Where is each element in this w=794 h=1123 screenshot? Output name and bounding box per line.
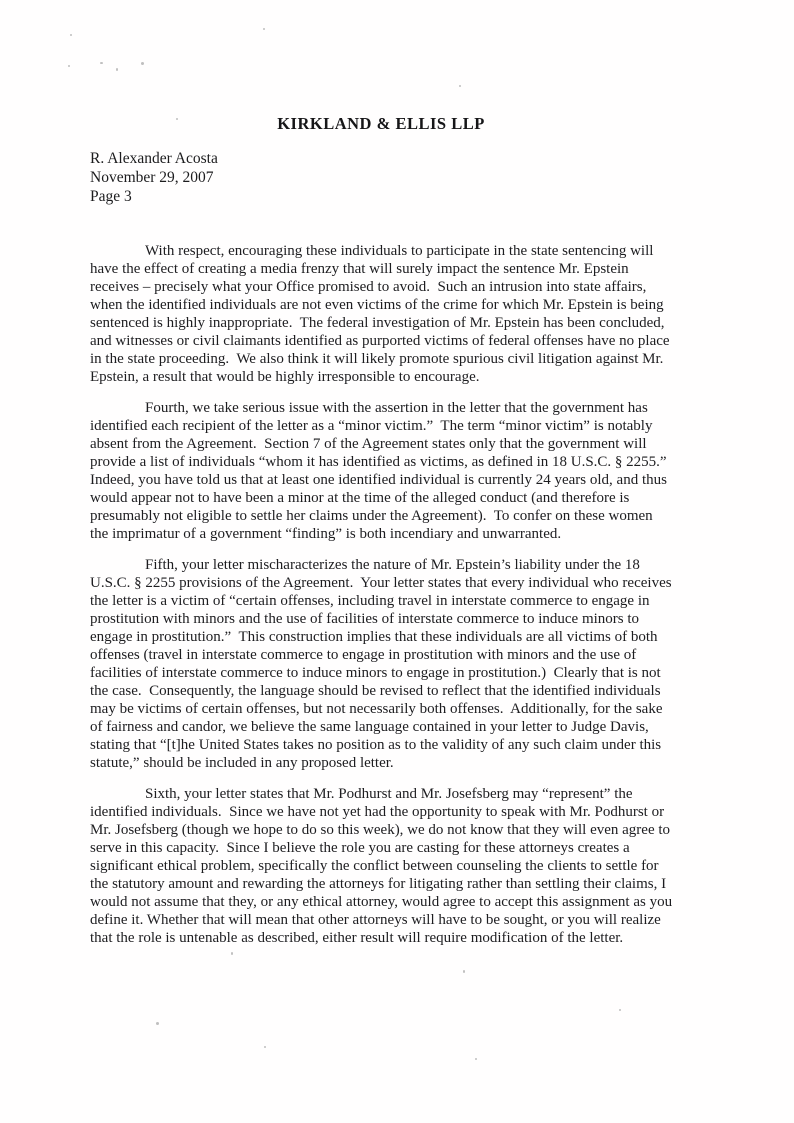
- text-line: Epstein, a result that would be highly irresponsible to encourage.: [90, 369, 480, 385]
- scan-speck: [70, 34, 72, 36]
- text-line: stating that “[t]he United States takes no position as to the validity of any such claim under this: [90, 737, 662, 753]
- scan-speck: [116, 68, 118, 71]
- text-line: serve in this capacity. Since I believe the role you are casting for these attorneys creates a: [90, 840, 630, 856]
- text-line: the statutory amount and rewarding the attorneys for litigating rather than settling their claims, I: [90, 876, 667, 892]
- scan-speck: [263, 28, 265, 30]
- text-line: of fairness and candor, we believe the same language contained in your letter to Judge Davis,: [90, 719, 649, 735]
- text-line: identified each recipient of the letter as a “minor victim.” The term “minor victim” is notably: [90, 418, 653, 434]
- text-line: offenses (travel in interstate commerce to engage in prostitution with minors and the use of: [90, 647, 637, 663]
- scan-speck: [176, 118, 178, 120]
- text-line: Indeed, you have told us that at least one identified individual is currently 24 years old, and thus: [90, 472, 667, 488]
- text-line: U.S.C. § 2255 provisions of the Agreement. Your letter states that every individual who receives: [90, 575, 672, 591]
- text-line: provide a list of individuals “whom it has identified as victims, as defined in 18 U.S.C. § 2255.”: [90, 454, 667, 470]
- page-number: Page 3: [90, 188, 132, 205]
- text-line: have the effect of creating a media frenzy that will surely impact the sentence Mr. Epstein: [90, 261, 629, 277]
- scan-speck: [231, 952, 233, 955]
- text-line: statute,” should be included in any proposed letter.: [90, 755, 394, 771]
- scan-speck: [463, 970, 465, 973]
- text-line: receives – precisely what your Office promised to avoid. Such an intrusion into state affairs,: [90, 279, 647, 295]
- text-line: that the role is untenable as described, either result will require modification of the letter.: [90, 930, 624, 946]
- text-line: the letter is a victim of “certain offenses, including travel in interstate commerce to engage in: [90, 593, 650, 609]
- scan-speck: [619, 1009, 621, 1011]
- text-line: Mr. Josefsberg (though we hope to do so this week), we do not know that they will even agree to: [90, 822, 671, 838]
- scan-speck: [141, 62, 144, 65]
- text-line: the case. Consequently, the language should be revised to reflect that the identified individuals: [90, 683, 661, 699]
- scan-speck: [68, 65, 70, 67]
- letter-paragraph: [90, 242, 735, 386]
- scan-speck: [100, 62, 103, 64]
- text-line: prostitution with minors and the use of facilities of interstate commerce to induce minors to: [90, 611, 640, 627]
- text-line: would appear not to have been a minor at the time of the alleged conduct (and therefore is: [90, 490, 630, 506]
- text-line: engage in prostitution.” This construction implies that these individuals are all victims of both: [90, 629, 658, 645]
- text-line: sentenced is highly inappropriate. The federal investigation of Mr. Epstein has been concluded,: [90, 315, 665, 331]
- text-line: when the identified individuals are not even victims of the crime for which Mr. Epstein is being: [90, 297, 664, 313]
- text-line: define it. Whether that will mean that other attorneys will have to be sought, or you will realize: [90, 912, 661, 928]
- scan-speck: [459, 85, 461, 87]
- text-line: and witnesses or civil claimants identified as purported victims of federal offenses have no place: [90, 333, 670, 349]
- scan-speck: [264, 1046, 266, 1048]
- address-block: [90, 149, 218, 206]
- text-line: absent from the Agreement. Section 7 of the Agreement states only that the government will: [90, 436, 647, 452]
- text-line: the imprimatur of a government “finding” is both incendiary and unwarranted.: [90, 526, 562, 542]
- text-line: facilities of interstate commerce to induce minors to engage in prostitution.) Clearly that is not: [90, 665, 661, 681]
- text-line: Sixth, your letter states that Mr. Podhurst and Mr. Josefsberg may “represent” the: [145, 786, 633, 802]
- text-line: in the state proceeding. We also think it will likely promote spurious civil litigation against Mr.: [90, 351, 664, 367]
- text-line: significant ethical problem, specifically the conflict between counseling the clients to settle for: [90, 858, 659, 874]
- firm-name: KIRKLAND & ELLIS LLP: [277, 114, 485, 133]
- text-line: may be victims of certain offenses, but not necessarily both offenses. Additionally, for the sake: [90, 701, 663, 717]
- letter-body: [90, 242, 735, 960]
- text-line: presumably not eligible to settle her claims under the Agreement). To confer on these women: [90, 508, 653, 524]
- letter-paragraph: [90, 399, 735, 543]
- scan-speck: [156, 1022, 159, 1025]
- text-line: With respect, encouraging these individuals to participate in the state sentencing will: [145, 243, 654, 259]
- letter-paragraph: [90, 556, 735, 772]
- text-line: Fifth, your letter mischaracterizes the nature of Mr. Epstein’s liability under the 18: [145, 557, 640, 573]
- text-line: Fourth, we take serious issue with the assertion in the letter that the government has: [145, 400, 648, 416]
- letter-paragraph: [90, 785, 735, 947]
- text-line: would not assume that they, or any ethical attorney, would agree to accept this assignment as you: [90, 894, 673, 910]
- letter-date: November 29, 2007: [90, 169, 214, 186]
- text-line: identified individuals. Since we have not yet had the opportunity to speak with Mr. Podhurst or: [90, 804, 665, 820]
- scan-speck: [475, 1058, 477, 1060]
- recipient-name: R. Alexander Acosta: [90, 150, 218, 167]
